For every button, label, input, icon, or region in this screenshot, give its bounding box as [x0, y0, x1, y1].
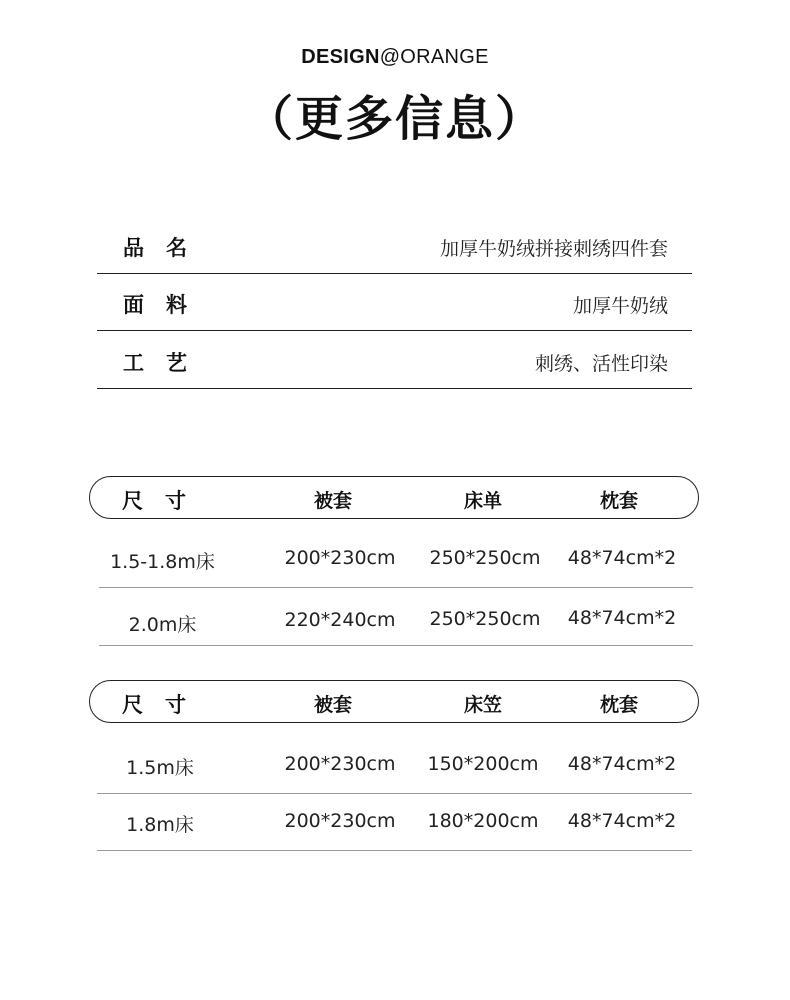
- info-row-name: [97, 216, 692, 274]
- table-cell: 48*74cm*2: [567, 810, 677, 832]
- brand-light: @ORANGE: [379, 46, 489, 68]
- table-cell: 200*230cm: [284, 547, 396, 569]
- size-table-1-header: [89, 476, 699, 519]
- table-cell: 200*230cm: [284, 753, 396, 775]
- row-divider: [99, 645, 693, 646]
- row-divider: [99, 587, 693, 588]
- table-cell: 1.5m床: [126, 757, 194, 779]
- header-pillow: 枕套: [600, 694, 639, 716]
- table-cell: 250*250cm: [429, 547, 541, 569]
- table-cell: 180*200cm: [427, 810, 539, 832]
- brand-bold: DESIGN: [301, 46, 380, 68]
- table-cell: 150*200cm: [427, 753, 539, 775]
- table-cell: 1.5-1.8m床: [110, 551, 215, 573]
- header-duvet: 被套: [314, 490, 353, 512]
- info-value: 刺绣、活性印染: [534, 353, 668, 375]
- info-key: 面料: [123, 293, 209, 317]
- info-key: 工艺: [123, 351, 209, 375]
- info-value: 加厚牛奶绒: [572, 295, 668, 317]
- page-title: （更多信息）: [244, 91, 545, 147]
- table-cell: 48*74cm*2: [567, 607, 677, 629]
- table-cell: 220*240cm: [284, 609, 396, 631]
- info-value: 加厚牛奶绒拼接刺绣四件套: [439, 238, 668, 260]
- table-cell: 200*230cm: [284, 810, 396, 832]
- brand-logo: [0, 46, 790, 69]
- info-row-fabric: [97, 273, 692, 331]
- header-fitted-sheet: 床笠: [464, 694, 503, 716]
- size-table-2-header: [89, 680, 699, 723]
- table-cell: 250*250cm: [429, 608, 541, 630]
- header-size: 尺寸: [122, 489, 208, 513]
- header-size: 尺寸: [122, 693, 208, 717]
- header-duvet: 被套: [314, 694, 353, 716]
- table-cell: 2.0m床: [128, 614, 197, 636]
- table-cell: 48*74cm*2: [567, 753, 677, 775]
- header-sheet: 床单: [464, 490, 503, 512]
- table-cell: 48*74cm*2: [567, 547, 677, 569]
- table-cell: 1.8m床: [126, 814, 194, 836]
- row-divider: [97, 850, 692, 851]
- info-row-craft: [97, 331, 692, 389]
- header-pillow: 枕套: [600, 490, 639, 512]
- info-key: 品名: [123, 236, 209, 260]
- row-divider: [97, 793, 692, 794]
